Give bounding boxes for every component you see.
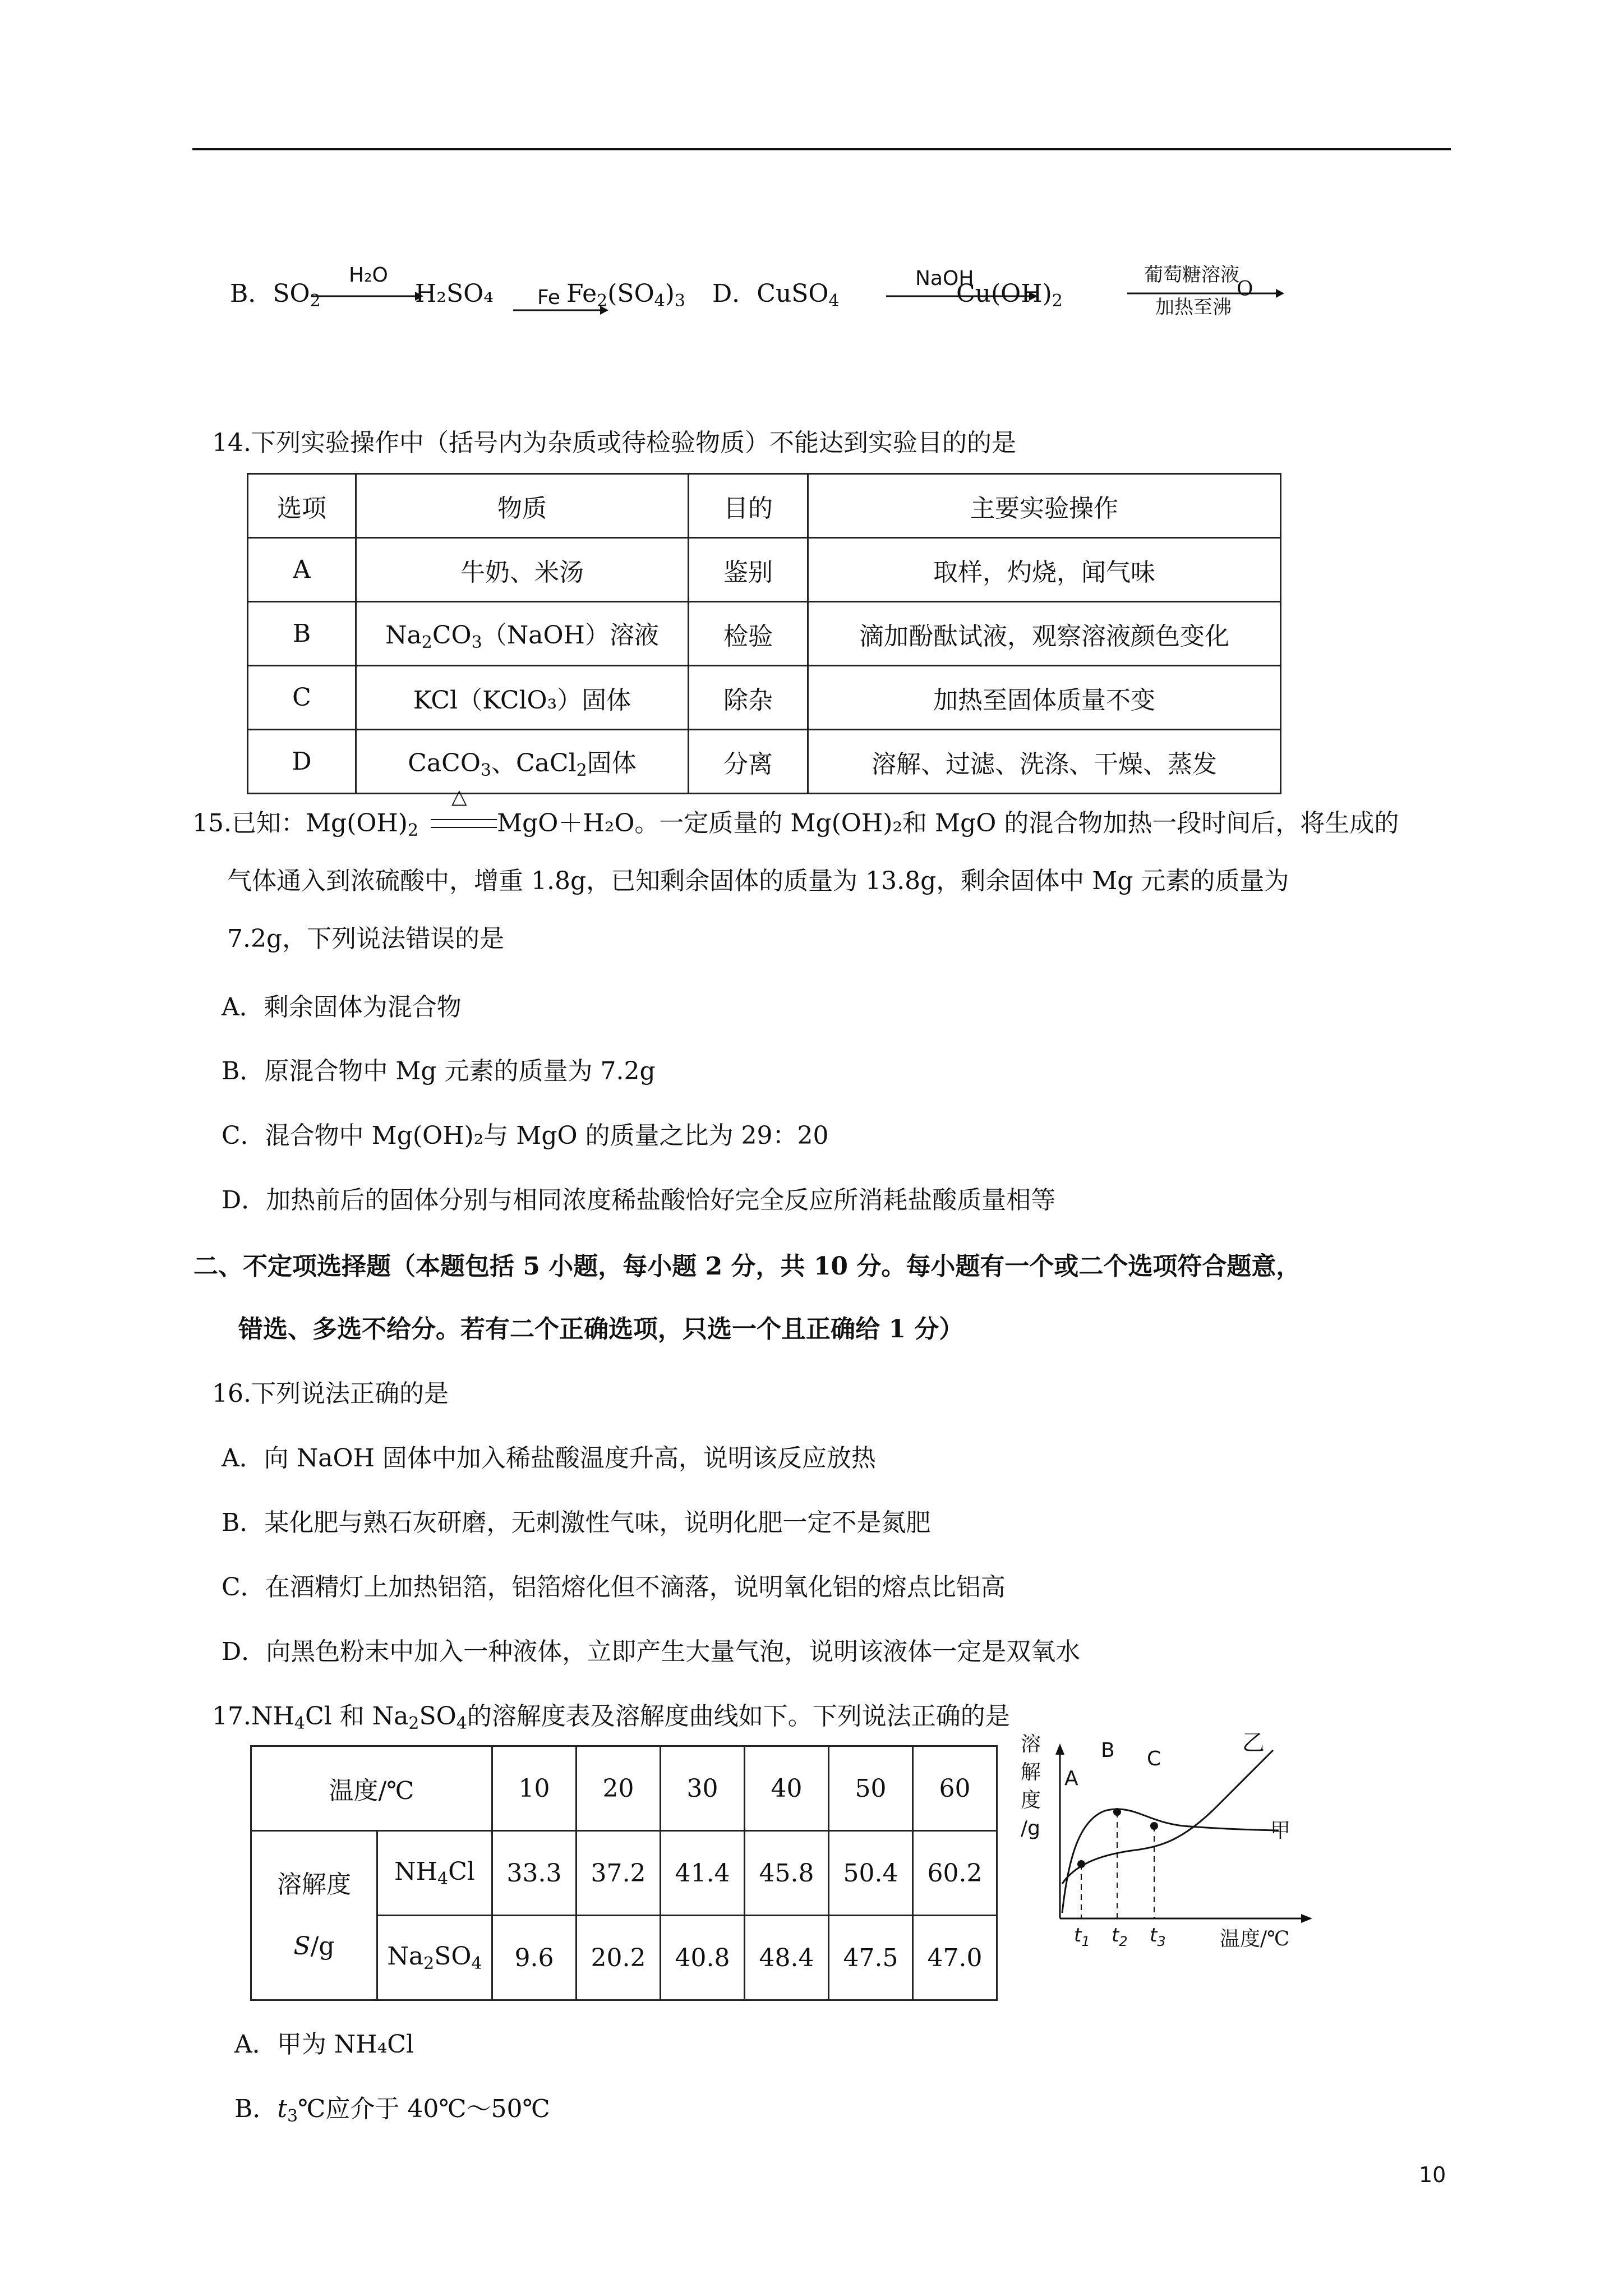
table-row [251, 1746, 997, 1831]
point-c [1150, 1822, 1158, 1830]
table-cell: 41.4 [661, 1831, 745, 1916]
q13-option-b: B．$SO_2$ [230, 279, 321, 311]
q15-option-b: B．原混合物中 Mg 元素的质量为 7.2g [222, 1057, 656, 1085]
tick-label-t2: $t_2$ [1112, 1924, 1128, 1949]
table-cell: 牛奶、米汤 [356, 538, 689, 602]
question-15-line1: 15.已知：$Mg(OH)_2$ MgO＋H₂O。一定质量的 Mg(OH)₂和 MgO 的混合物加热一段时间后，将生成的 [192, 809, 1399, 840]
table-header: 目的 [689, 474, 808, 538]
reagent-label: H₂O [349, 264, 388, 287]
table-cell: KCl（KClO₃）固体 [356, 666, 689, 730]
table-cell: 溶解、过滤、洗涤、干燥、蒸发 [808, 730, 1281, 794]
q13-product-label: $Cu(OH)_2$ [956, 279, 1063, 311]
q15-option-d: D．加热前后的固体分别与相同浓度稀盐酸恰好完全反应所消耗盐酸质量相等 [222, 1186, 1056, 1214]
question-16-stem: 16.下列说法正确的是 [212, 1379, 449, 1408]
table-cell: 37.2 [577, 1831, 661, 1916]
point-label-c: C [1147, 1747, 1161, 1770]
header-rule [192, 148, 1451, 150]
table-header: 20 [577, 1746, 661, 1831]
table-header: 10 [492, 1746, 577, 1831]
table-cell: C [248, 666, 356, 730]
table-header: 50 [829, 1746, 913, 1831]
section-heading-cont: 错选、多选不给分。若有二个正确选项，只选一个且正确给 1 分） [238, 1315, 964, 1343]
table-cell: 检验 [689, 602, 808, 666]
reagent-label: 葡萄糖溶液 [1144, 264, 1239, 286]
curve-jia [1062, 1809, 1279, 1913]
y-axis-label: 溶 解 度 /g [1021, 1733, 1041, 1840]
table-cell: 47.0 [913, 1916, 997, 2000]
condition-label: 加热至沸 [1155, 296, 1232, 319]
table-header: 60 [913, 1746, 997, 1831]
q17-option-a: A．甲为 NH₄Cl [234, 2030, 414, 2059]
table-cell: 鉴别 [689, 538, 808, 602]
table-row [248, 538, 1281, 602]
tick-label-t3: $t_3$ [1150, 1924, 1166, 1949]
table-header: 温度/℃ [251, 1746, 492, 1831]
point-label-a: A [1064, 1767, 1078, 1790]
table-cell: 40.8 [661, 1916, 745, 2000]
table-cell: 加热至固体质量不变 [808, 666, 1281, 730]
page-number: 10 [1419, 2162, 1446, 2187]
q16-option-b: B．某化肥与熟石灰研磨，无刺激性气味，说明化肥一定不是氮肥 [222, 1508, 931, 1537]
table-cell: A [248, 538, 356, 602]
table-cell: $Na_2CO_3(NaOH)$溶液 [356, 602, 689, 666]
table-cell: 取样，灼烧，闻气味 [808, 538, 1281, 602]
table-cell: 60.2 [913, 1831, 997, 1916]
table-row [248, 602, 1281, 666]
q16-option-a: A．向 NaOH 固体中加入稀盐酸温度升高，说明该反应放热 [222, 1444, 876, 1473]
q13-product-label: H₂SO₄ [415, 279, 494, 308]
table-cell: D [248, 730, 356, 794]
row-group-label: 溶解度 S/g [251, 1831, 377, 2000]
table-row [248, 730, 1281, 794]
table-cell: 33.3 [492, 1831, 577, 1916]
reagent-label: Fe [537, 286, 560, 309]
table-header: 主要实验操作 [808, 474, 1281, 538]
q15-option-c: C．混合物中 Mg(OH)₂与 MgO 的质量之比为 29：20 [222, 1121, 829, 1150]
q15-option-a: A．剩余固体为混合物 [222, 993, 462, 1022]
heat-symbol: △ [451, 785, 467, 808]
curve-label-jia: 甲 [1270, 1819, 1291, 1842]
table-cell: B [248, 602, 356, 666]
table-cell: 分离 [689, 730, 808, 794]
table-header: 40 [745, 1746, 829, 1831]
row-label: $Na_2SO_4$ [377, 1916, 492, 2000]
tick-label-t1: $t_1$ [1074, 1924, 1090, 1949]
table-cell: 45.8 [745, 1831, 829, 1916]
table-cell: 除杂 [689, 666, 808, 730]
reaction-arrow [311, 283, 423, 306]
table-cell: 50.4 [829, 1831, 913, 1916]
experiment-table [247, 473, 1281, 794]
question-17-stem: $17.NH_4Cl$ 和 $Na_2SO_4$的溶解度表及溶解度曲线如下。下列说法正确的是 [212, 1702, 1010, 1733]
point-b [1113, 1808, 1121, 1816]
q16-option-d: D．向黑色粉末中加入一种液体，立即产生大量气泡，说明该液体一定是双氧水 [222, 1637, 1081, 1666]
table-cell: 9.6 [492, 1916, 577, 2000]
section-heading: 二、不定项选择题（本题包括 5 小题，每小题 2 分，共 10 分。每小题有一个或二个选项符合题意， [193, 1252, 1301, 1281]
curve-label-yi: 乙 [1242, 1730, 1265, 1756]
q17-option-b: B．$t_3℃$应介于 40℃～50℃ [234, 2095, 550, 2126]
table-row [248, 666, 1281, 730]
table-cell: 48.4 [745, 1916, 829, 2000]
table-cell: 20.2 [577, 1916, 661, 2000]
q13-option-d: D．CuSO$_4$ [712, 279, 840, 311]
q16-option-c: C．在酒精灯上加热铝箔，铝箔熔化但不滴落，说明氧化铝的熔点比铝高 [222, 1573, 1006, 1602]
table-header: 物质 [356, 474, 689, 538]
question-15-line2: 气体通入到浓硫酸中，增重 1.8g，已知剩余固体的质量为 13.8g，剩余固体中 Mg 元素的质量为 [227, 867, 1289, 895]
equals-sign [431, 819, 497, 828]
table-header: 选项 [248, 474, 356, 538]
q13-product-label: $Fe_2(SO_4)_3$ [566, 279, 686, 311]
question-15-line3: 7.2g，下列说法错误的是 [227, 924, 505, 953]
x-axis-label: 温度/℃ [1220, 1927, 1290, 1950]
table-cell: CaCO$_3$、CaCl$_2$固体 [356, 730, 689, 794]
q13-product-label: O [1237, 278, 1253, 301]
table-row [251, 1831, 997, 1916]
point-a [1077, 1860, 1085, 1868]
row-label: $NH_4Cl$ [377, 1831, 492, 1916]
x-axis [1060, 1914, 1312, 1923]
table-cell: 滴加酚酞试液，观察溶液颜色变化 [808, 602, 1281, 666]
y-axis [1055, 1743, 1064, 1918]
table-header: 30 [661, 1746, 745, 1831]
question-14-stem: 14.下列实验操作中（括号内为杂质或待检验物质）不能达到实验目的的是 [212, 429, 1016, 457]
reagent-label: NaOH [915, 267, 974, 290]
point-label-b: B [1101, 1739, 1115, 1762]
solubility-table [250, 1745, 998, 2001]
table-cell: 47.5 [829, 1916, 913, 2000]
